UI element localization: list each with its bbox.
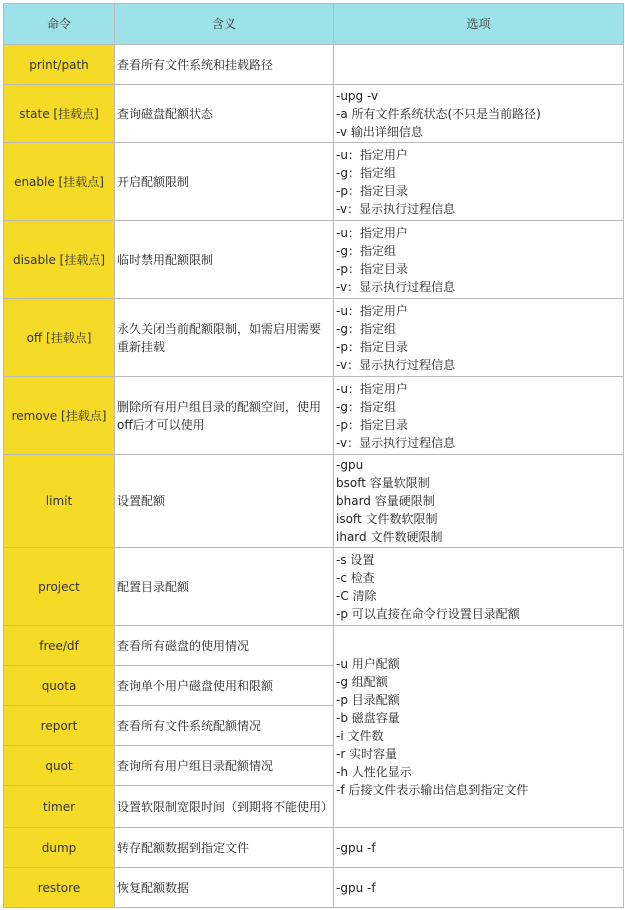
option-line: -g 组配额: [336, 674, 388, 689]
opt-cell: [334, 828, 624, 868]
option-line: -h 人性化显示: [336, 764, 412, 779]
table-row: [4, 868, 624, 908]
header-opt: 选项: [334, 4, 624, 45]
option-line: isoft 文件数软限制: [336, 512, 438, 526]
option-line: -p 目录配额: [336, 692, 400, 707]
cmd-cell: restore: [4, 868, 115, 908]
option-line: -r 实时容量: [336, 746, 398, 761]
option-line: -p：指定目录: [336, 339, 408, 354]
option-line: bsoft 容量软限制: [336, 476, 430, 490]
option-line: -p 可以直接在命令行设置目录配额: [336, 606, 520, 621]
table-row: [4, 299, 624, 377]
option-line: -i 文件数: [336, 728, 384, 743]
mean-cell: 临时禁用配额限制: [115, 221, 334, 299]
cmd-cell: remove [挂载点]: [4, 377, 115, 455]
opt-cell: [334, 868, 624, 908]
option-line: -g：指定组: [336, 165, 396, 180]
cmd-cell: report: [4, 706, 115, 746]
mean-cell: 查看所有文件系统和挂载路径: [115, 45, 334, 85]
mean-cell: 配置目录配额: [115, 548, 334, 626]
mean-cell: 恢复配额数据: [115, 868, 334, 908]
mean-cell: 删除所有用户组目录的配额空间，使用off后才可以使用: [115, 377, 334, 455]
mean-cell: 设置软限制宽限时间（到期将不能使用）: [115, 786, 334, 828]
option-line: -c 检查: [336, 570, 375, 585]
mean-cell: 查看所有文件系统配额情况: [115, 706, 334, 746]
mean-cell: 转存配额数据到指定文件: [115, 828, 334, 868]
mean-cell: 查看所有磁盘的使用情况: [115, 626, 334, 666]
opt-cell: [334, 85, 624, 143]
cmd-cell: free/df: [4, 626, 115, 666]
option-line: -u：指定用户: [336, 381, 408, 396]
cmd-cell: print/path: [4, 45, 115, 85]
shared-opt-cell: [334, 626, 624, 828]
cmd-cell: enable [挂载点]: [4, 143, 115, 221]
option-line: -upg -v: [336, 88, 379, 103]
option-line: -g：指定组: [336, 399, 396, 414]
mean-cell: 永久关闭当前配额限制，如需启用需要重新挂载: [115, 299, 334, 377]
cmd-cell: state [挂载点]: [4, 85, 115, 143]
mean-cell: 开启配额限制: [115, 143, 334, 221]
option-line: -v：显示执行过程信息: [336, 279, 456, 294]
option-line: -v：显示执行过程信息: [336, 357, 456, 372]
option-line: -gpu -f: [336, 840, 376, 855]
option-line: -u：指定用户: [336, 225, 408, 240]
option-line: -f 后接文件表示输出信息到指定文件: [336, 782, 529, 797]
mean-cell: 查询单个用户磁盘使用和限额: [115, 666, 334, 706]
option-line: -a 所有文件系统状态(不只是当前路径): [336, 106, 541, 121]
cmd-cell: limit: [4, 455, 115, 548]
table-header-row: [4, 4, 624, 45]
option-line: -g：指定组: [336, 321, 396, 336]
table-row: [4, 626, 624, 666]
option-line: -s 设置: [336, 552, 375, 567]
option-line: -g：指定组: [336, 243, 396, 258]
opt-cell: [334, 299, 624, 377]
option-line: -p：指定目录: [336, 183, 408, 198]
table-row: [4, 828, 624, 868]
option-line: -p：指定目录: [336, 261, 408, 276]
cmd-cell: off [挂载点]: [4, 299, 115, 377]
table-row: [4, 455, 624, 548]
header-mean: 含义: [115, 4, 334, 45]
opt-cell: [334, 455, 624, 548]
cmd-cell: quot: [4, 746, 115, 786]
option-line: -gpu -f: [336, 880, 376, 895]
option-line: -v：显示执行过程信息: [336, 201, 456, 216]
header-cmd: 命令: [4, 4, 115, 45]
table-row: [4, 85, 624, 143]
cmd-cell: timer: [4, 786, 115, 828]
table-row: [4, 377, 624, 455]
opt-cell: [334, 143, 624, 221]
option-line: -p：指定目录: [336, 417, 408, 432]
opt-cell: [334, 548, 624, 626]
option-line: -u：指定用户: [336, 147, 408, 162]
option-line: -C 清除: [336, 588, 377, 603]
option-line: -v：显示执行过程信息: [336, 435, 456, 450]
option-line: -u 用户配额: [336, 656, 400, 671]
option-line: -u：指定用户: [336, 303, 408, 318]
table-row: [4, 221, 624, 299]
table-row: [4, 143, 624, 221]
table-row: [4, 45, 624, 85]
opt-cell: [334, 221, 624, 299]
option-line: -v 输出详细信息: [336, 124, 423, 139]
cmd-cell: dump: [4, 828, 115, 868]
mean-cell: 设置配额: [115, 455, 334, 548]
option-line: -b 磁盘容量: [336, 710, 400, 725]
option-line: bhard 容量硬限制: [336, 494, 435, 508]
cmd-cell: quota: [4, 666, 115, 706]
table-row: [4, 548, 624, 626]
command-reference-table: [3, 3, 624, 908]
cmd-cell: project: [4, 548, 115, 626]
option-line: -gpu: [336, 458, 364, 472]
opt-cell: [334, 377, 624, 455]
mean-cell: 查询所有用户组目录配额情况: [115, 746, 334, 786]
option-line: ihard 文件数硬限制: [336, 530, 443, 544]
opt-cell: [334, 45, 624, 85]
cmd-cell: disable [挂载点]: [4, 221, 115, 299]
mean-cell: 查询磁盘配额状态: [115, 85, 334, 143]
